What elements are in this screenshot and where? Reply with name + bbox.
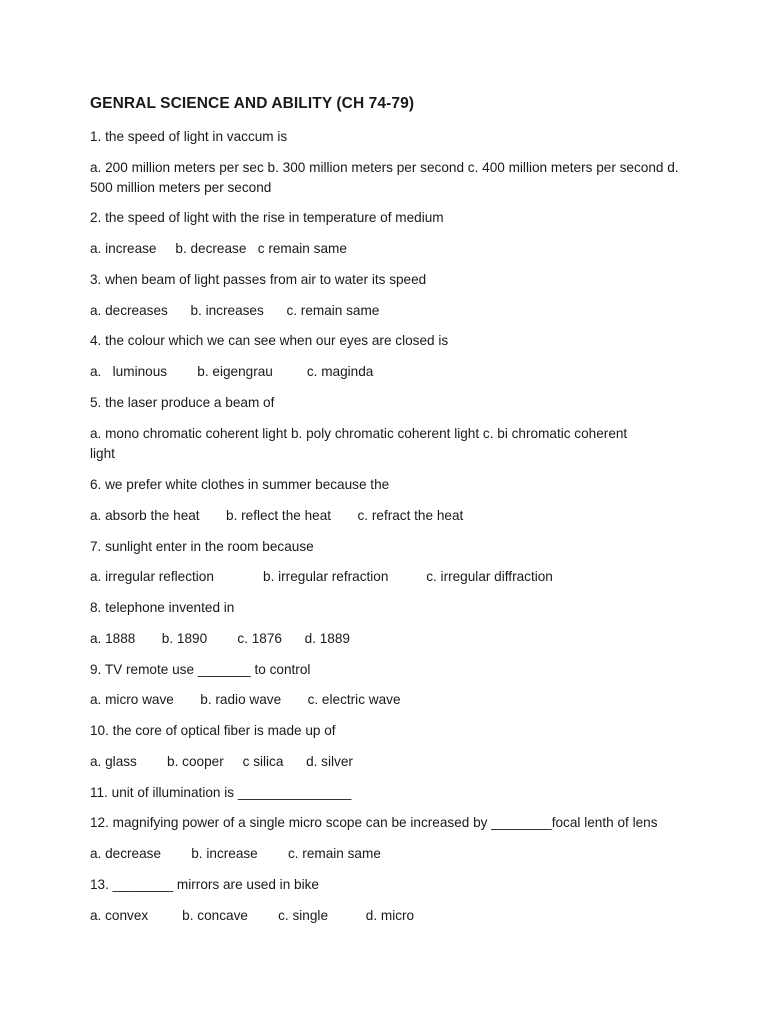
- question-11: 11. unit of illumination is _______________: [90, 785, 352, 800]
- question-4: 4. the colour which we can see when our eyes are closed is: [90, 333, 449, 348]
- answer-options-1: a. 200 million meters per sec b. 300 million meters per second c. 400 million meters per second d. 500 million meters per second: [90, 160, 679, 195]
- answer-options-13: a. convex b. concave c. single d. micro: [90, 908, 415, 923]
- answer-options-2: a. increase b. decrease c remain same: [90, 241, 347, 256]
- answer-options-4: a. luminous b. eigengrau c. maginda: [90, 364, 374, 379]
- question-10: 10. the core of optical fiber is made up of: [90, 723, 336, 738]
- question-12: 12. magnifying power of a single micro scope can be increased by ________focal lenth of lens: [90, 815, 658, 830]
- answer-options-8: a. 1888 b. 1890 c. 1876 d. 1889: [90, 631, 350, 646]
- page-title: GENRAL SCIENCE AND ABILITY (CH 74-79): [90, 95, 415, 112]
- answer-options-10: a. glass b. cooper c silica d. silver: [90, 754, 353, 769]
- question-7: 7. sunlight enter in the room because: [90, 539, 314, 554]
- question-3: 3. when beam of light passes from air to water its speed: [90, 272, 427, 287]
- question-5: 5. the laser produce a beam of: [90, 395, 275, 410]
- answer-options-6: a. absorb the heat b. reflect the heat c. refract the heat: [90, 508, 464, 523]
- answer-options-7: a. irregular reflection b. irregular refraction c. irregular diffraction: [90, 569, 553, 584]
- question-1: 1. the speed of light in vaccum is: [90, 129, 288, 144]
- question-9: 9. TV remote use _______ to control: [90, 662, 311, 677]
- question-6: 6. we prefer white clothes in summer because the: [90, 477, 390, 492]
- answer-options-9: a. micro wave b. radio wave c. electric wave: [90, 692, 401, 707]
- answer-options-3: a. decreases b. increases c. remain same: [90, 303, 380, 318]
- question-13: 13. ________ mirrors are used in bike: [90, 877, 319, 892]
- question-8: 8. telephone invented in: [90, 600, 235, 615]
- answer-options-5: a. mono chromatic coherent light b. poly chromatic coherent light c. bi chromatic coherent light: [90, 426, 628, 461]
- answer-options-12: a. decrease b. increase c. remain same: [90, 846, 381, 861]
- question-2: 2. the speed of light with the rise in temperature of medium: [90, 210, 444, 225]
